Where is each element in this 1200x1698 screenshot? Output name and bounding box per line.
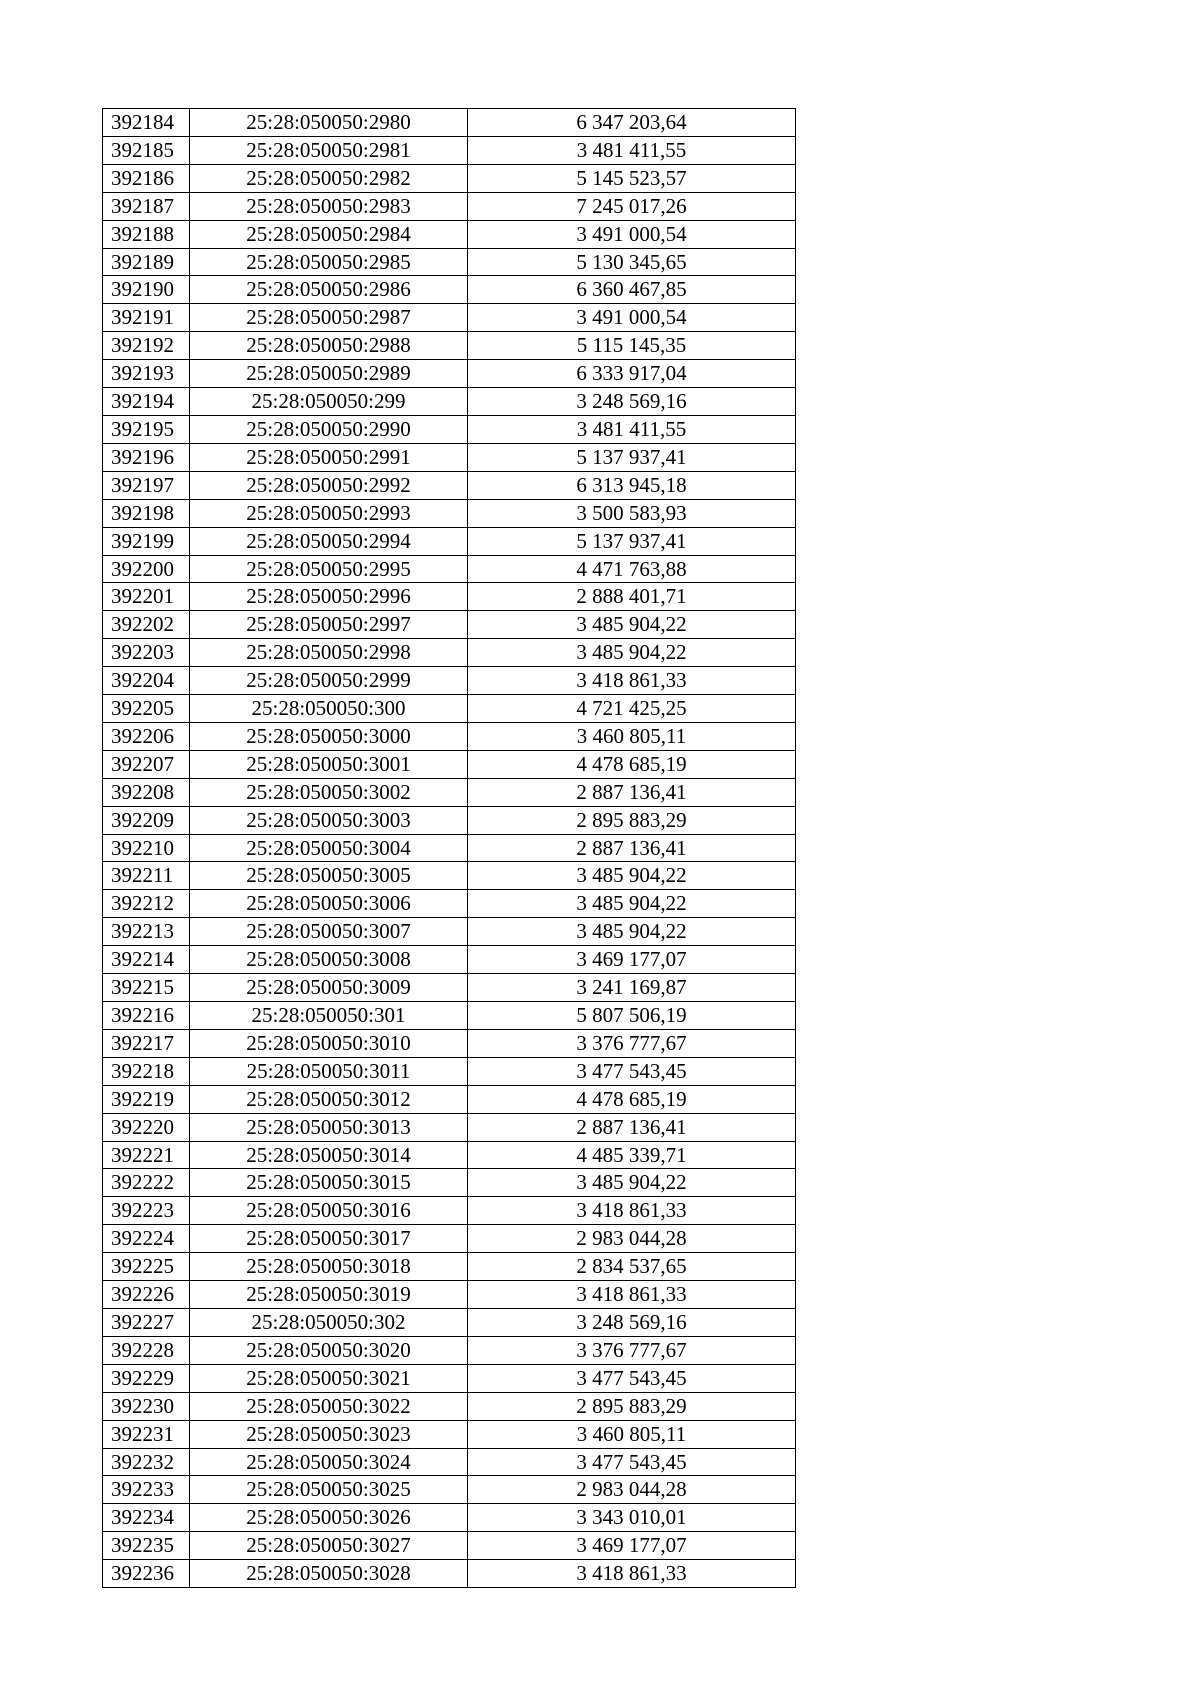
row-number-cell: 392213 — [103, 918, 190, 946]
cadastral-number-cell: 25:28:050050:2980 — [190, 109, 468, 137]
cadastral-number-cell: 25:28:050050:2989 — [190, 360, 468, 388]
row-number-cell: 392230 — [103, 1392, 190, 1420]
row-number-cell: 392207 — [103, 750, 190, 778]
cadastral-number-cell: 25:28:050050:302 — [190, 1308, 468, 1336]
cadastral-value-cell: 3 481 411,55 — [468, 415, 796, 443]
cadastral-number-cell: 25:28:050050:3027 — [190, 1532, 468, 1560]
cadastral-value-cell: 2 834 537,65 — [468, 1253, 796, 1281]
row-number-cell: 392231 — [103, 1420, 190, 1448]
cadastral-number-cell: 25:28:050050:2990 — [190, 415, 468, 443]
cadastral-number-cell: 25:28:050050:2995 — [190, 555, 468, 583]
table-row — [103, 332, 796, 360]
table-row — [103, 1225, 796, 1253]
cadastral-number-cell: 25:28:050050:2988 — [190, 332, 468, 360]
cadastral-number-cell: 25:28:050050:3018 — [190, 1253, 468, 1281]
table-row — [103, 778, 796, 806]
row-number-cell: 392199 — [103, 527, 190, 555]
row-number-cell: 392189 — [103, 248, 190, 276]
row-number-cell: 392193 — [103, 360, 190, 388]
table-row — [103, 136, 796, 164]
row-number-cell: 392219 — [103, 1085, 190, 1113]
cadastral-number-cell: 25:28:050050:2994 — [190, 527, 468, 555]
table-row — [103, 1448, 796, 1476]
cadastral-value-table — [102, 108, 796, 1588]
row-number-cell: 392212 — [103, 890, 190, 918]
cadastral-value-cell: 3 460 805,11 — [468, 1420, 796, 1448]
table-row — [103, 1029, 796, 1057]
cadastral-number-cell: 25:28:050050:3000 — [190, 722, 468, 750]
row-number-cell: 392197 — [103, 471, 190, 499]
cadastral-number-cell: 25:28:050050:3009 — [190, 974, 468, 1002]
table-row — [103, 1364, 796, 1392]
cadastral-number-cell: 25:28:050050:2992 — [190, 471, 468, 499]
row-number-cell: 392194 — [103, 388, 190, 416]
row-number-cell: 392235 — [103, 1532, 190, 1560]
row-number-cell: 392187 — [103, 192, 190, 220]
cadastral-value-cell: 3 477 543,45 — [468, 1057, 796, 1085]
cadastral-number-cell: 25:28:050050:2987 — [190, 304, 468, 332]
cadastral-number-cell: 25:28:050050:3012 — [190, 1085, 468, 1113]
row-number-cell: 392206 — [103, 722, 190, 750]
cadastral-value-cell: 5 137 937,41 — [468, 527, 796, 555]
row-number-cell: 392232 — [103, 1448, 190, 1476]
cadastral-number-cell: 25:28:050050:2997 — [190, 611, 468, 639]
cadastral-value-cell: 3 500 583,93 — [468, 499, 796, 527]
row-number-cell: 392228 — [103, 1336, 190, 1364]
cadastral-value-cell: 5 137 937,41 — [468, 443, 796, 471]
table-row — [103, 750, 796, 778]
table-row — [103, 1476, 796, 1504]
cadastral-value-cell: 2 887 136,41 — [468, 834, 796, 862]
row-number-cell: 392200 — [103, 555, 190, 583]
cadastral-number-cell: 25:28:050050:299 — [190, 388, 468, 416]
row-number-cell: 392229 — [103, 1364, 190, 1392]
cadastral-value-cell: 4 471 763,88 — [468, 555, 796, 583]
cadastral-value-cell: 3 491 000,54 — [468, 220, 796, 248]
cadastral-number-cell: 25:28:050050:3020 — [190, 1336, 468, 1364]
cadastral-value-cell: 6 313 945,18 — [468, 471, 796, 499]
cadastral-value-cell: 3 376 777,67 — [468, 1029, 796, 1057]
row-number-cell: 392195 — [103, 415, 190, 443]
cadastral-number-cell: 25:28:050050:3004 — [190, 834, 468, 862]
row-number-cell: 392214 — [103, 946, 190, 974]
table-row — [103, 443, 796, 471]
row-number-cell: 392220 — [103, 1113, 190, 1141]
cadastral-value-cell: 2 983 044,28 — [468, 1225, 796, 1253]
table-row — [103, 415, 796, 443]
table-row — [103, 1560, 796, 1588]
row-number-cell: 392205 — [103, 695, 190, 723]
cadastral-number-cell: 25:28:050050:2996 — [190, 583, 468, 611]
table-row — [103, 304, 796, 332]
cadastral-value-cell: 3 376 777,67 — [468, 1336, 796, 1364]
cadastral-number-cell: 25:28:050050:3014 — [190, 1141, 468, 1169]
cadastral-value-cell: 4 721 425,25 — [468, 695, 796, 723]
cadastral-value-cell: 3 491 000,54 — [468, 304, 796, 332]
table-row — [103, 1336, 796, 1364]
table-row — [103, 918, 796, 946]
row-number-cell: 392204 — [103, 667, 190, 695]
table-row — [103, 248, 796, 276]
row-number-cell: 392190 — [103, 276, 190, 304]
table-row — [103, 1420, 796, 1448]
cadastral-value-cell: 3 248 569,16 — [468, 1308, 796, 1336]
table-row — [103, 164, 796, 192]
cadastral-value-cell: 3 477 543,45 — [468, 1364, 796, 1392]
row-number-cell: 392224 — [103, 1225, 190, 1253]
row-number-cell: 392226 — [103, 1281, 190, 1309]
cadastral-value-cell: 5 130 345,65 — [468, 248, 796, 276]
cadastral-number-cell: 25:28:050050:2993 — [190, 499, 468, 527]
row-number-cell: 392192 — [103, 332, 190, 360]
table-body — [103, 109, 796, 1588]
table-row — [103, 1113, 796, 1141]
table-row — [103, 890, 796, 918]
cadastral-value-cell: 7 245 017,26 — [468, 192, 796, 220]
row-number-cell: 392217 — [103, 1029, 190, 1057]
cadastral-value-cell: 3 241 169,87 — [468, 974, 796, 1002]
row-number-cell: 392233 — [103, 1476, 190, 1504]
table-row — [103, 583, 796, 611]
cadastral-number-cell: 25:28:050050:3003 — [190, 806, 468, 834]
table-row — [103, 695, 796, 723]
cadastral-number-cell: 25:28:050050:3022 — [190, 1392, 468, 1420]
table-row — [103, 806, 796, 834]
row-number-cell: 392222 — [103, 1169, 190, 1197]
row-number-cell: 392201 — [103, 583, 190, 611]
cadastral-number-cell: 25:28:050050:3013 — [190, 1113, 468, 1141]
cadastral-number-cell: 25:28:050050:2998 — [190, 639, 468, 667]
cadastral-number-cell: 25:28:050050:3021 — [190, 1364, 468, 1392]
cadastral-number-cell: 25:28:050050:3026 — [190, 1504, 468, 1532]
cadastral-value-cell: 3 485 904,22 — [468, 918, 796, 946]
cadastral-value-cell: 3 477 543,45 — [468, 1448, 796, 1476]
cadastral-value-cell: 3 343 010,01 — [468, 1504, 796, 1532]
cadastral-value-cell: 3 418 861,33 — [468, 1197, 796, 1225]
row-number-cell: 392191 — [103, 304, 190, 332]
table-row — [103, 276, 796, 304]
cadastral-number-cell: 25:28:050050:3005 — [190, 862, 468, 890]
table-row — [103, 1504, 796, 1532]
row-number-cell: 392216 — [103, 1002, 190, 1030]
row-number-cell: 392184 — [103, 109, 190, 137]
cadastral-number-cell: 25:28:050050:3025 — [190, 1476, 468, 1504]
table-row — [103, 1308, 796, 1336]
row-number-cell: 392188 — [103, 220, 190, 248]
cadastral-number-cell: 25:28:050050:2999 — [190, 667, 468, 695]
cadastral-value-cell: 6 333 917,04 — [468, 360, 796, 388]
table-row — [103, 834, 796, 862]
cadastral-number-cell: 25:28:050050:2986 — [190, 276, 468, 304]
cadastral-number-cell: 25:28:050050:3016 — [190, 1197, 468, 1225]
row-number-cell: 392211 — [103, 862, 190, 890]
table-row — [103, 862, 796, 890]
cadastral-number-cell: 25:28:050050:3023 — [190, 1420, 468, 1448]
cadastral-number-cell: 25:28:050050:300 — [190, 695, 468, 723]
row-number-cell: 392227 — [103, 1308, 190, 1336]
table-row — [103, 974, 796, 1002]
table-row — [103, 109, 796, 137]
table-row — [103, 499, 796, 527]
cadastral-value-cell: 4 485 339,71 — [468, 1141, 796, 1169]
table-row — [103, 1532, 796, 1560]
cadastral-value-cell: 2 888 401,71 — [468, 583, 796, 611]
table-row — [103, 667, 796, 695]
table-row — [103, 1169, 796, 1197]
cadastral-number-cell: 25:28:050050:3006 — [190, 890, 468, 918]
table-row — [103, 360, 796, 388]
table-row — [103, 946, 796, 974]
cadastral-number-cell: 25:28:050050:3001 — [190, 750, 468, 778]
row-number-cell: 392186 — [103, 164, 190, 192]
cadastral-value-cell: 3 485 904,22 — [468, 639, 796, 667]
cadastral-number-cell: 25:28:050050:3011 — [190, 1057, 468, 1085]
table-row — [103, 1253, 796, 1281]
row-number-cell: 392236 — [103, 1560, 190, 1588]
table-row — [103, 1002, 796, 1030]
cadastral-value-cell: 3 485 904,22 — [468, 1169, 796, 1197]
cadastral-number-cell: 25:28:050050:2991 — [190, 443, 468, 471]
cadastral-value-cell: 2 895 883,29 — [468, 806, 796, 834]
cadastral-value-cell: 3 481 411,55 — [468, 136, 796, 164]
table-row — [103, 1197, 796, 1225]
row-number-cell: 392198 — [103, 499, 190, 527]
cadastral-value-cell: 2 887 136,41 — [468, 1113, 796, 1141]
row-number-cell: 392208 — [103, 778, 190, 806]
cadastral-value-cell: 6 347 203,64 — [468, 109, 796, 137]
row-number-cell: 392234 — [103, 1504, 190, 1532]
cadastral-number-cell: 25:28:050050:3007 — [190, 918, 468, 946]
cadastral-value-cell: 3 485 904,22 — [468, 862, 796, 890]
cadastral-number-cell: 25:28:050050:301 — [190, 1002, 468, 1030]
cadastral-value-cell: 3 460 805,11 — [468, 722, 796, 750]
cadastral-number-cell: 25:28:050050:2981 — [190, 136, 468, 164]
cadastral-number-cell: 25:28:050050:3002 — [190, 778, 468, 806]
cadastral-value-cell: 3 418 861,33 — [468, 667, 796, 695]
cadastral-number-cell: 25:28:050050:3019 — [190, 1281, 468, 1309]
table-row — [103, 388, 796, 416]
cadastral-value-cell: 3 485 904,22 — [468, 611, 796, 639]
cadastral-value-cell: 5 145 523,57 — [468, 164, 796, 192]
cadastral-value-cell: 6 360 467,85 — [468, 276, 796, 304]
cadastral-number-cell: 25:28:050050:2985 — [190, 248, 468, 276]
cadastral-value-cell: 3 485 904,22 — [468, 890, 796, 918]
table-row — [103, 722, 796, 750]
table-row — [103, 220, 796, 248]
cadastral-number-cell: 25:28:050050:2982 — [190, 164, 468, 192]
cadastral-value-cell: 2 895 883,29 — [468, 1392, 796, 1420]
cadastral-value-cell: 3 418 861,33 — [468, 1281, 796, 1309]
table-row — [103, 471, 796, 499]
row-number-cell: 392221 — [103, 1141, 190, 1169]
cadastral-value-cell: 3 248 569,16 — [468, 388, 796, 416]
cadastral-number-cell: 25:28:050050:3015 — [190, 1169, 468, 1197]
table-row — [103, 1281, 796, 1309]
cadastral-value-cell: 2 887 136,41 — [468, 778, 796, 806]
table-row — [103, 1392, 796, 1420]
row-number-cell: 392225 — [103, 1253, 190, 1281]
row-number-cell: 392196 — [103, 443, 190, 471]
cadastral-number-cell: 25:28:050050:3017 — [190, 1225, 468, 1253]
row-number-cell: 392185 — [103, 136, 190, 164]
cadastral-number-cell: 25:28:050050:3028 — [190, 1560, 468, 1588]
cadastral-value-cell: 3 469 177,07 — [468, 946, 796, 974]
row-number-cell: 392218 — [103, 1057, 190, 1085]
cadastral-value-cell: 2 983 044,28 — [468, 1476, 796, 1504]
cadastral-number-cell: 25:28:050050:2984 — [190, 220, 468, 248]
table-row — [103, 555, 796, 583]
row-number-cell: 392215 — [103, 974, 190, 1002]
cadastral-value-cell: 5 115 145,35 — [468, 332, 796, 360]
cadastral-number-cell: 25:28:050050:3008 — [190, 946, 468, 974]
row-number-cell: 392209 — [103, 806, 190, 834]
cadastral-value-cell: 5 807 506,19 — [468, 1002, 796, 1030]
table-row — [103, 527, 796, 555]
table-row — [103, 192, 796, 220]
table-row — [103, 1141, 796, 1169]
table-row — [103, 1057, 796, 1085]
row-number-cell: 392203 — [103, 639, 190, 667]
row-number-cell: 392202 — [103, 611, 190, 639]
table-row — [103, 1085, 796, 1113]
row-number-cell: 392223 — [103, 1197, 190, 1225]
cadastral-value-cell: 3 469 177,07 — [468, 1532, 796, 1560]
cadastral-number-cell: 25:28:050050:2983 — [190, 192, 468, 220]
cadastral-number-cell: 25:28:050050:3010 — [190, 1029, 468, 1057]
table-row — [103, 611, 796, 639]
cadastral-value-cell: 3 418 861,33 — [468, 1560, 796, 1588]
cadastral-value-cell: 4 478 685,19 — [468, 750, 796, 778]
table-row — [103, 639, 796, 667]
cadastral-value-cell: 4 478 685,19 — [468, 1085, 796, 1113]
cadastral-number-cell: 25:28:050050:3024 — [190, 1448, 468, 1476]
row-number-cell: 392210 — [103, 834, 190, 862]
